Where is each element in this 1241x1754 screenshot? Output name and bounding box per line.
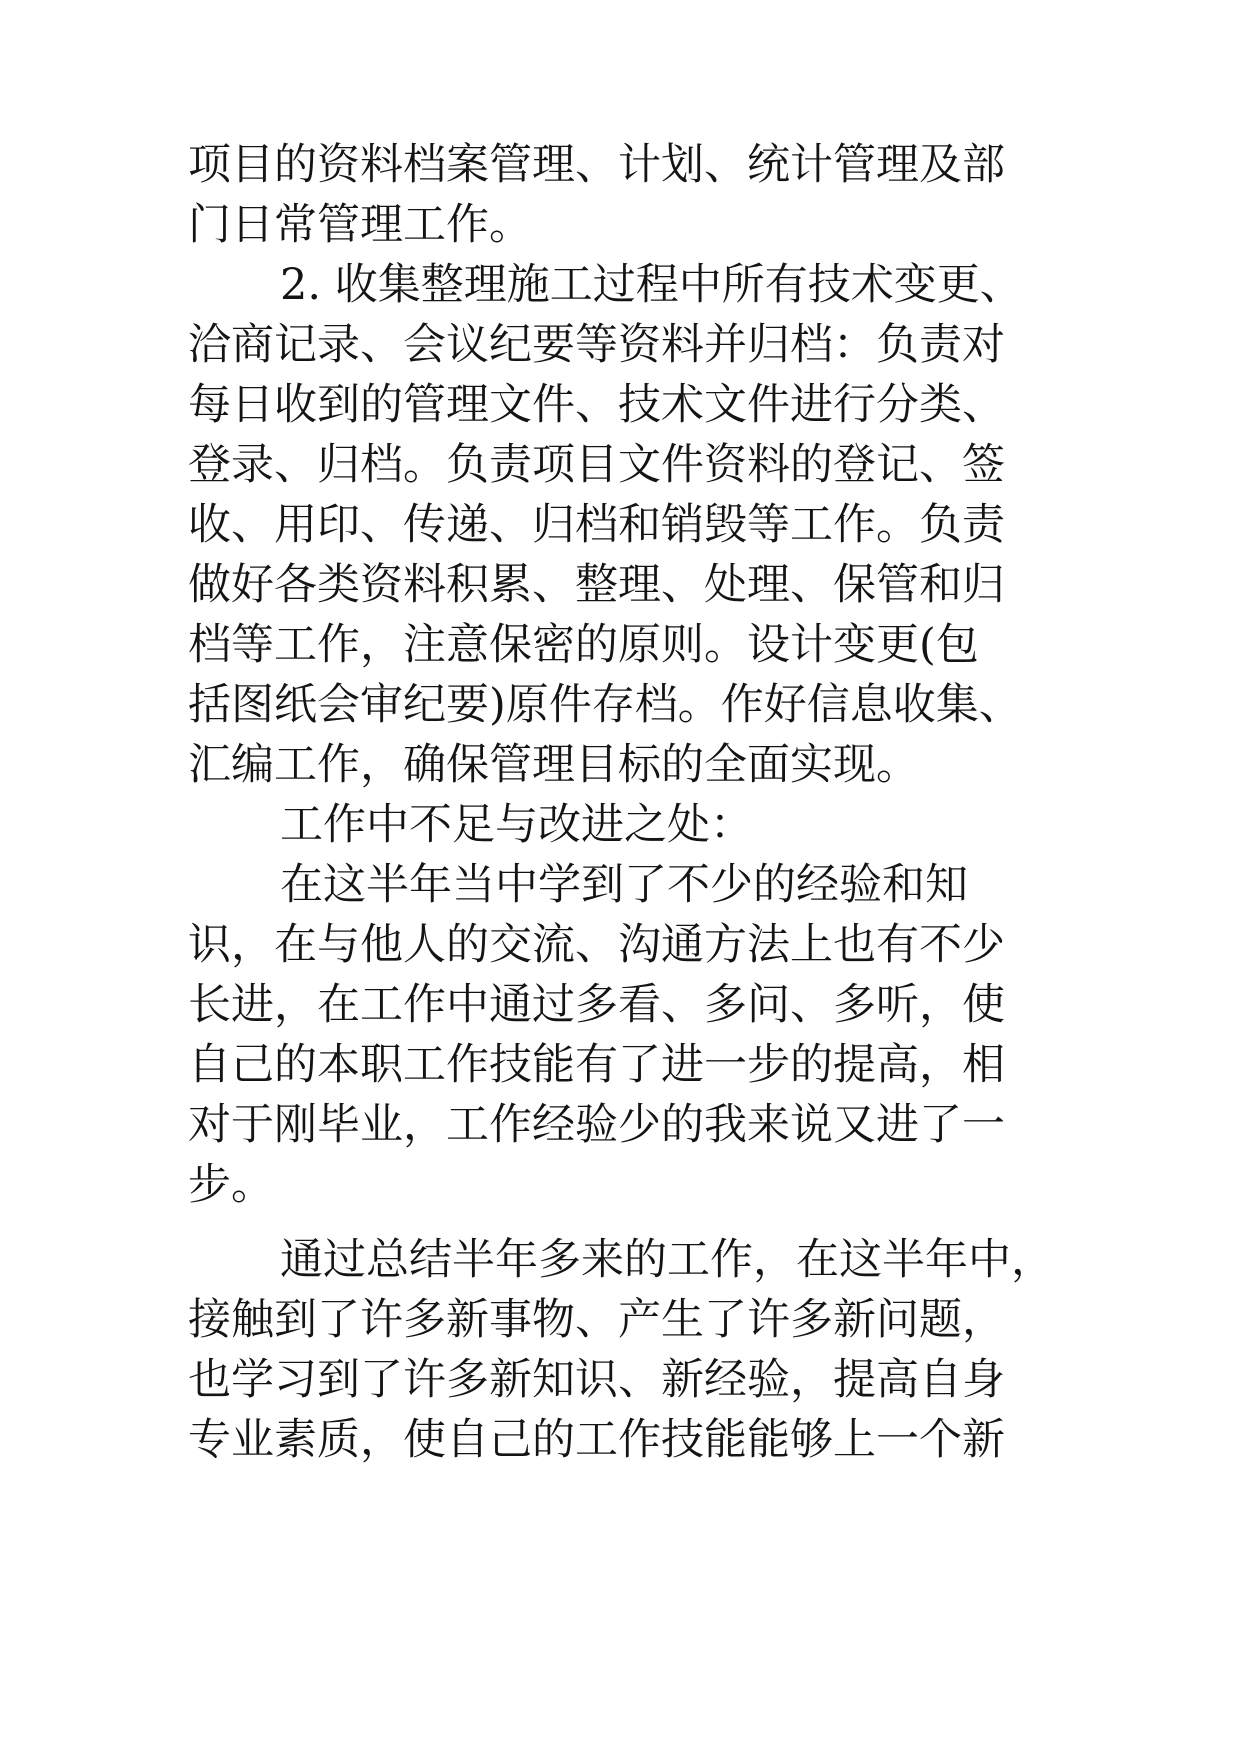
text-line: 收、用印、传递、归档和销毁等工作。负责	[188, 500, 1005, 550]
text-line: 专业素质，使自己的工作技能能够上一个新	[188, 1415, 1005, 1465]
text-line: 档等工作，注意保密的原则。设计变更(包	[188, 620, 979, 670]
text-line: 也学习到了许多新知识、新经验，提高自身	[188, 1355, 1005, 1405]
text-line: 项目的资料档案管理、计划、统计管理及部	[188, 140, 1005, 190]
text-line: 括图纸会审纪要)原件存档。作好信息收集、	[188, 680, 1022, 730]
text-line: 识，在与他人的交流、沟通方法上也有不少	[188, 920, 1005, 970]
paragraph-start-line: 在这半年当中学到了不少的经验和知	[280, 860, 968, 910]
text-line: 步。	[188, 1160, 274, 1210]
text-line: 接触到了许多新事物、产生了许多新问题，	[188, 1295, 1005, 1345]
text-line: 门日常管理工作。	[188, 200, 532, 250]
text-line: 登录、归档。负责项目文件资料的登记、签	[188, 440, 1005, 490]
text-line: 汇编工作，确保管理目标的全面实现。	[188, 740, 919, 790]
text-line: 做好各类资料积累、整理、处理、保管和归	[188, 560, 1005, 610]
text-line: 长进，在工作中通过多看、多问、多听，使	[188, 980, 1005, 1030]
paragraph-start-line: 通过总结半年多来的工作，在这半年中，	[280, 1235, 1054, 1285]
paragraph-start-line: 2. 收集整理施工过程中所有技术变更、	[280, 260, 1023, 310]
text-line: 洽商记录、会议纪要等资料并归档：负责对	[188, 320, 1005, 370]
text-line: 自己的本职工作技能有了进一步的提高，相	[188, 1040, 1005, 1090]
text-line: 对于刚毕业，工作经验少的我来说又进了一	[188, 1100, 1005, 1150]
section-heading-line: 工作中不足与改进之处：	[280, 800, 753, 850]
text-line: 每日收到的管理文件、技术文件进行分类、	[188, 380, 1005, 430]
